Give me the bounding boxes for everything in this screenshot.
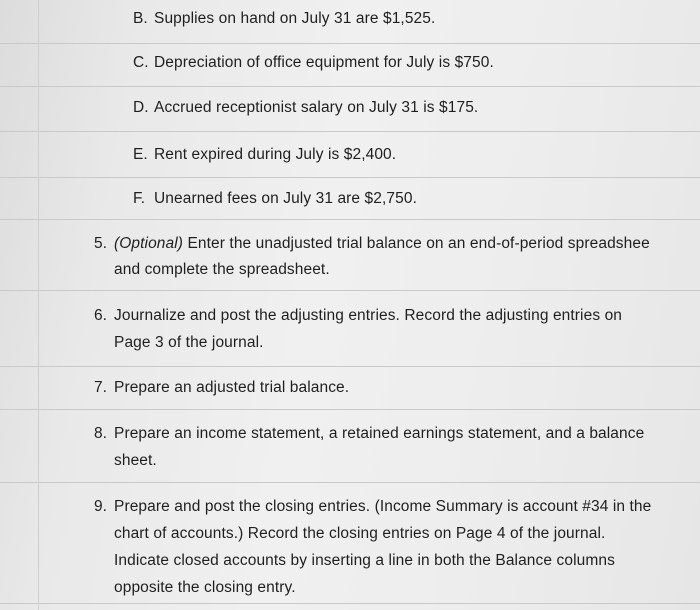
item-line: Indicate closed accounts by inserting a line in both the Balance columns bbox=[114, 552, 615, 569]
item-line-rest: Enter the unadjusted trial balance on an end-of-period spreadshee bbox=[183, 235, 650, 252]
sub-item-text: Accrued receptionist salary on July 31 is $175. bbox=[154, 99, 479, 116]
item-number: 5. bbox=[94, 235, 107, 252]
item-line: Prepare and post the closing entries. (Income Summary is account #34 in the bbox=[114, 498, 652, 515]
ruled-line bbox=[0, 482, 700, 483]
item-line bbox=[114, 234, 650, 254]
ruled-line bbox=[0, 603, 700, 604]
item-number: 6. bbox=[94, 307, 107, 324]
item-line: Prepare an income statement, a retained earnings statement, and a balance bbox=[114, 425, 645, 442]
ruled-line bbox=[0, 177, 700, 178]
item-line: and complete the spreadsheet. bbox=[114, 261, 330, 278]
item-line: chart of accounts.) Record the closing entries on Page 4 of the journal. bbox=[114, 525, 606, 542]
ruled-line bbox=[0, 366, 700, 367]
item-line: opposite the closing entry. bbox=[114, 579, 296, 596]
sub-item-letter: F. bbox=[133, 190, 146, 207]
sub-item-letter: D. bbox=[133, 99, 149, 116]
sub-item-text: Depreciation of office equipment for July is $750. bbox=[154, 54, 494, 71]
item-number: 7. bbox=[94, 379, 107, 396]
optional-label: (Optional) bbox=[114, 235, 184, 252]
item-number: 9. bbox=[94, 498, 107, 515]
sub-item-letter: C. bbox=[133, 54, 149, 71]
ruled-line bbox=[0, 86, 700, 87]
ruled-line bbox=[0, 131, 700, 132]
sub-item-text: Rent expired during July is $2,400. bbox=[154, 146, 397, 163]
ruled-line bbox=[0, 290, 700, 291]
item-number: 8. bbox=[94, 425, 107, 442]
item-line: Page 3 of the journal. bbox=[114, 334, 264, 351]
margin-line bbox=[38, 0, 39, 610]
sub-item-letter: B. bbox=[133, 10, 148, 27]
ruled-line bbox=[0, 219, 700, 220]
sub-item-letter: E. bbox=[133, 146, 148, 163]
item-line: Prepare an adjusted trial balance. bbox=[114, 379, 350, 396]
item-line: sheet. bbox=[114, 452, 157, 469]
sub-item-text: Unearned fees on July 31 are $2,750. bbox=[154, 190, 417, 207]
ruled-line bbox=[0, 43, 700, 44]
sub-item-text: Supplies on hand on July 31 are $1,525. bbox=[154, 10, 436, 27]
item-line: Journalize and post the adjusting entries. Record the adjusting entries on bbox=[114, 307, 623, 324]
ruled-line bbox=[0, 409, 700, 410]
